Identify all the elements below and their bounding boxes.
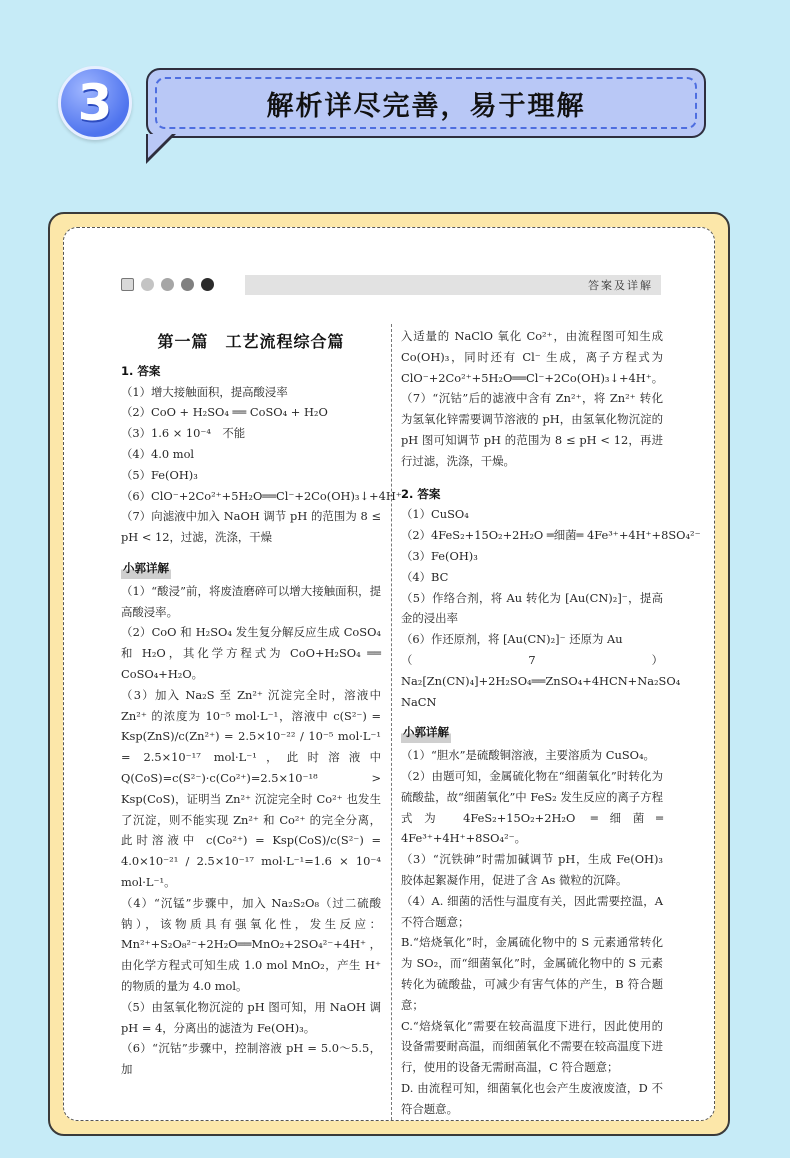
answer-heading: 1. 答案 bbox=[121, 363, 161, 378]
detail-heading: 小郭详解 bbox=[401, 722, 451, 743]
answer-line: （4）4.0 mol bbox=[121, 446, 195, 461]
answer-line: （6）作还原剂，将 [Au(CN)₂]⁻ 还原为 Au bbox=[401, 632, 623, 647]
banner-tail-fill bbox=[148, 134, 172, 158]
spacer bbox=[401, 472, 663, 482]
badge-number: 3 bbox=[77, 74, 113, 132]
explanation-paragraph: （1）“酸浸”前，将废渣磨碎可以增大接触面积，提高酸浸率。 bbox=[121, 583, 381, 619]
left-column bbox=[121, 326, 402, 1080]
column-divider bbox=[391, 324, 392, 1120]
answer-line: （3）1.6 × 10⁻⁴ 不能 bbox=[121, 426, 246, 441]
explanation-paragraph: （1）“胆水”是硫酸铜溶液，主要溶质为 CuSO₄。 bbox=[401, 748, 655, 763]
explanation-paragraph: B.“焙烧氧化”时，金属硫化物中的 S 元素通常转化为 SO₂，而“细菌氧化”时，金属硫化物中的 S 元素转化为硫酸盐，可减少有害气体的产生，B 符合题意； bbox=[401, 935, 663, 1012]
explanation-paragraph: （2）CoO 和 H₂SO₄ 发生复分解反应生成 CoSO₄ 和 H₂O，其化学方程式为 CoO+H₂SO₄ ══ CoSO₄+H₂O。 bbox=[121, 625, 381, 681]
decorative-dot bbox=[121, 278, 134, 291]
detail-heading: 小郭详解 bbox=[121, 558, 171, 579]
header-strip bbox=[245, 275, 661, 295]
explanation-paragraph: （7）向滤液中加入 NaOH 调节 pH 的范围为 8 ≤ pH < 12，过滤，洗涤，干燥 bbox=[121, 509, 381, 545]
explanation-paragraph: （2）由题可知，金属硫化物在“细菌氧化”时转化为硫酸盐，故“细菌氧化”中 FeS₂ 发生反应的离子方程式为 4FeS₂+15O₂+2H₂O ═细菌═ 4Fe³⁺+4H⁺+8SO₄²⁻。 bbox=[401, 768, 663, 846]
explanation-paragraph: C.“焙烧氧化”需要在较高温度下进行，因此使用的设备需要耐高温，而细菌氧化不需要在较高温度下进行，使用的设备无需耐高温，C 符合题意； bbox=[401, 1018, 663, 1075]
decorative-dot bbox=[201, 278, 214, 291]
answer-line: （2）CoO + H₂SO₄ ══ CoSO₄ + H₂O bbox=[121, 405, 328, 420]
explanation-paragraph: （4）A. 细菌的活性与温度有关，因此需要控温，A 不符合题意； bbox=[401, 893, 663, 929]
answer-line: （6）ClO⁻+2Co²⁺+5H₂O══Cl⁻+2Co(OH)₃↓+4H⁺ bbox=[121, 488, 402, 503]
explanation-paragraph: （7）Na₂[Zn(CN)₄]+2H₂SO₄══ZnSO₄+4HCN+Na₂SO₄ NaCN bbox=[401, 652, 692, 709]
answer-line: （1）CuSO₄ bbox=[401, 507, 469, 522]
decorative-dot bbox=[141, 278, 154, 291]
answer-line: （1）增大接触面积，提高酸浸率 bbox=[121, 384, 288, 399]
decorative-dot bbox=[181, 278, 194, 291]
explanation-paragraph: D. 由流程可知，细菌氧化也会产生废液废渣，D 不符合题意。 bbox=[401, 1080, 663, 1116]
explanation-paragraph: （6）“沉钴”步骤中，控制溶液 pH = 5.0～5.5，加 bbox=[121, 1041, 381, 1077]
answer-line: （5）Fe(OH)₃ bbox=[121, 467, 198, 482]
title-banner bbox=[146, 68, 706, 138]
explanation-paragraph: （5）作络合剂，将 Au 转化为 [Au(CN)₂]⁻，提高金的浸出率 bbox=[401, 590, 663, 626]
answer-line: （3）Fe(OH)₃ bbox=[401, 548, 478, 563]
explanation-paragraph: （5）由氢氧化物沉淀的 pH 图可知，用 NaOH 调 pH = 4，分离出的滤渣为 Fe(OH)₃。 bbox=[121, 999, 381, 1035]
explanation-paragraph: （3）“沉铁砷”时需加碱调节 pH，生成 Fe(OH)₃ 胶体起絮凝作用，促进了含 As 微粒的沉降。 bbox=[401, 852, 663, 887]
decorative-dot bbox=[161, 278, 174, 291]
strip-label: 答案及详解 bbox=[588, 279, 653, 292]
explanation-paragraph: 入适量的 NaClO 氧化 Co²⁺，由流程图可知生成 Co(OH)₃，同时还有 Cl⁻ 生成，离子方程式为 ClO⁻+2Co²⁺+5H₂O══Cl⁻+2Co(OH)₃↓+4H⁺。 bbox=[401, 329, 664, 385]
answer-line: （4）BC bbox=[401, 569, 449, 584]
explanation-paragraph: （3）加入 Na₂S 至 Zn²⁺ 沉淀完全时，溶液中 Zn²⁺ 的浓度为 10⁻⁵ mol·L⁻¹，溶液中 c(S²⁻) = Ksp(ZnS)/c(Zn²⁺) = 2.5×10⁻²² / 10⁻⁵ mol·L⁻¹ = 2.5×10⁻¹⁷ mol·L⁻¹，此时溶液中 Q(CoS)=c(S²⁻)·c(Co²⁺)=2.5×10⁻¹⁸ > Ksp(CoS)，证明当 Zn²⁺ 沉淀完全时 Co²⁺ 也发生了沉淀，则不能实现 Zn²⁺ 和 Co²⁺ 的完全分离，此时溶液中 c(Co²⁺) = Ksp(CoS)/c(S²⁻) = 4.0×10⁻²¹ / 2.5×10⁻¹⁷ mol·L⁻¹=1.6 × 10⁻⁴ mol·L⁻¹。 bbox=[121, 687, 381, 889]
answer-heading: 2. 答案 bbox=[401, 486, 441, 501]
explanation-paragraph: （7）“沉钴”后的滤液中含有 Zn²⁺，将 Zn²⁺ 转化为氢氧化锌需要调节溶液的 pH，由氢氧化物沉淀的 pH 图可知调节 pH 的范围为 8 ≤ pH < 12，再进行过滤，洗涤，干燥。 bbox=[401, 391, 663, 468]
right-column bbox=[401, 326, 701, 1119]
banner-title: 解析详尽完善，易于理解 bbox=[266, 90, 586, 122]
page-frame bbox=[48, 212, 730, 1136]
section-title: 第一篇 工艺流程综合篇 bbox=[157, 332, 345, 351]
banner-dashed-border bbox=[155, 77, 697, 129]
section-number-badge bbox=[58, 66, 132, 140]
decorative-dots bbox=[121, 278, 214, 291]
answer-line: （2）4FeS₂+15O₂+2H₂O ═细菌═ 4Fe³⁺+4H⁺+8SO₄²⁻ bbox=[401, 528, 701, 543]
explanation-paragraph: （4）“沉锰”步骤中，加入 Na₂S₂O₈（过二硫酸钠），该物质具有强氧化性，发生反应：Mn²⁺+S₂O₈²⁻+2H₂O══MnO₂+2SO₄²⁻+4H⁺，由化学方程式可知生成 1.0 mol MnO₂，产生 H⁺ 的物质的量为 4.0 mol。 bbox=[121, 895, 381, 993]
book-page bbox=[63, 227, 715, 1121]
